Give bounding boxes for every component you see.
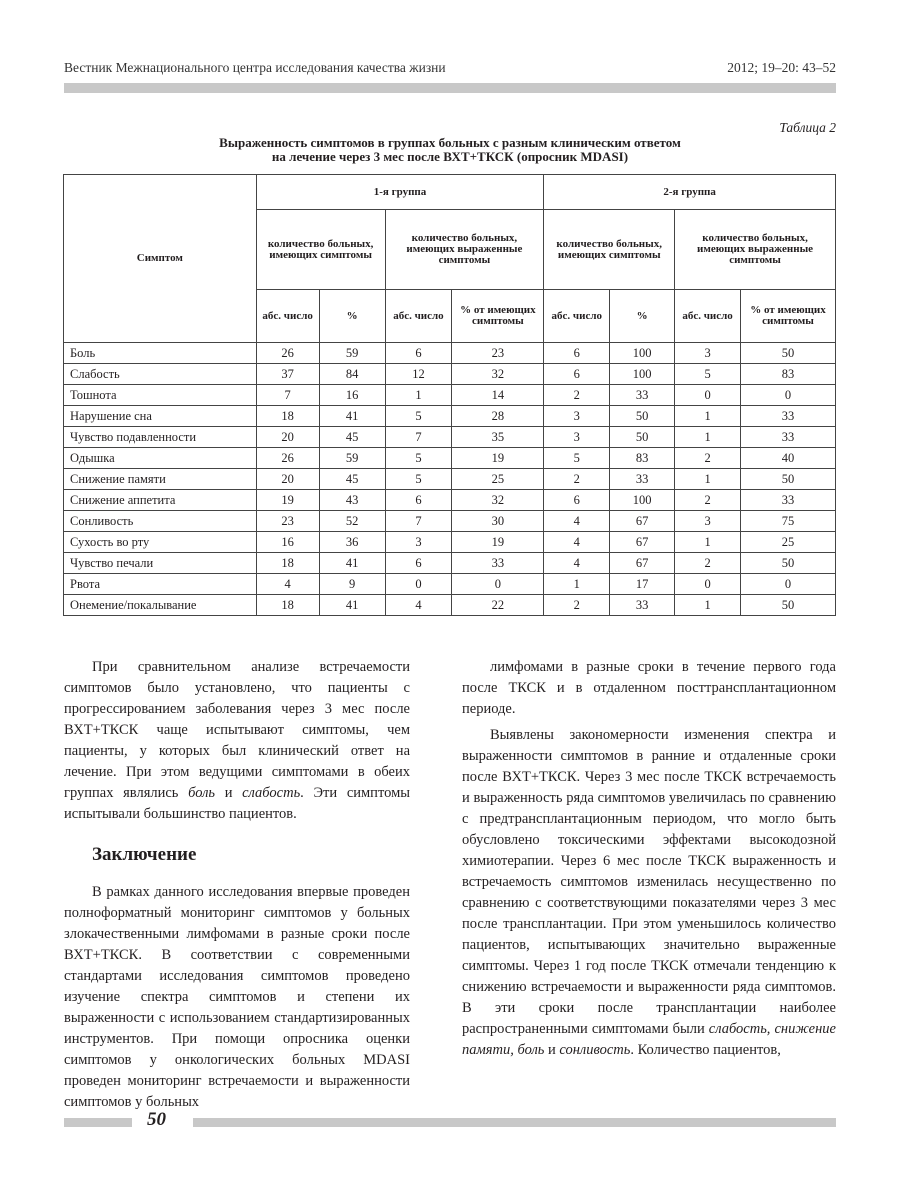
cell: 100 (610, 364, 675, 385)
table-row (64, 364, 836, 385)
g1-severe-header: количество больных, имеющих выраженные симптомы (385, 210, 544, 290)
cell: 1 (544, 574, 610, 595)
cell: 16 (319, 385, 385, 406)
cell: 3 (385, 532, 452, 553)
group1-header: 1-я группа (256, 175, 544, 210)
cell: 33 (452, 553, 544, 574)
cell: 3 (675, 511, 741, 532)
symptom-header: Симптом (64, 175, 257, 343)
cell: 7 (256, 385, 319, 406)
cell: 23 (256, 511, 319, 532)
cell: 1 (675, 406, 741, 427)
paragraph: лимфомами в разные сроки в течение первого года после ТКСК и в отдаленном посттрансплантационном периоде. (462, 659, 836, 717)
journal-name: Вестник Межнационального центра исследования качества жизни (64, 60, 446, 75)
cell: 33 (610, 469, 675, 490)
g1-severe-abs: абс. число (385, 290, 452, 343)
g1-have-header: количество больных, имеющих симптомы (256, 210, 385, 290)
cell: 3 (544, 427, 610, 448)
cell: 50 (741, 343, 836, 364)
cell: 19 (256, 490, 319, 511)
header-rule (64, 83, 836, 93)
cell: 23 (452, 343, 544, 364)
symptom-name: Снижение памяти (64, 469, 257, 490)
cell: 59 (319, 343, 385, 364)
cell: 67 (610, 532, 675, 553)
cell: 6 (544, 343, 610, 364)
group2-header: 2-я группа (544, 175, 836, 210)
g2-severe-abs: абс. число (675, 290, 741, 343)
left-column (64, 657, 410, 1113)
table-row (64, 532, 836, 553)
symptom-name: Боль (64, 343, 257, 364)
table-row (64, 553, 836, 574)
symptom-table (63, 174, 836, 616)
cell: 67 (610, 511, 675, 532)
cell: 83 (741, 364, 836, 385)
cell: 7 (385, 511, 452, 532)
table-row (64, 469, 836, 490)
g1-have-pct: % (319, 290, 385, 343)
cell: 0 (741, 574, 836, 595)
cell: 5 (385, 469, 452, 490)
g2-severe-pct: % от имеющих симптомы (741, 290, 836, 343)
cell: 50 (610, 427, 675, 448)
table-row (64, 574, 836, 595)
cell: 19 (452, 448, 544, 469)
symptom-name: Чувство печали (64, 553, 257, 574)
cell: 2 (675, 553, 741, 574)
cell: 1 (675, 595, 741, 616)
cell: 1 (675, 469, 741, 490)
cell: 32 (452, 490, 544, 511)
cell: 3 (544, 406, 610, 427)
table-row (64, 448, 836, 469)
cell: 4 (544, 511, 610, 532)
cell: 3 (675, 343, 741, 364)
g2-severe-header: количество больных, имеющих выраженные симптомы (675, 210, 836, 290)
cell: 40 (741, 448, 836, 469)
cell: 1 (385, 385, 452, 406)
cell: 75 (741, 511, 836, 532)
cell: 43 (319, 490, 385, 511)
g2-have-abs: абс. число (544, 290, 610, 343)
cell: 20 (256, 427, 319, 448)
symptom-name: Чувство подавленности (64, 427, 257, 448)
cell: 7 (385, 427, 452, 448)
cell: 4 (544, 532, 610, 553)
cell: 14 (452, 385, 544, 406)
cell: 19 (452, 532, 544, 553)
cell: 37 (256, 364, 319, 385)
table-row (64, 406, 836, 427)
cell: 6 (385, 490, 452, 511)
cell: 0 (741, 385, 836, 406)
cell: 33 (610, 385, 675, 406)
cell: 4 (256, 574, 319, 595)
g1-have-abs: абс. число (256, 290, 319, 343)
cell: 1 (675, 427, 741, 448)
cell: 6 (544, 364, 610, 385)
symptom-name: Тошнота (64, 385, 257, 406)
table-title-line2: на лечение через 3 мес после ВХТ+ТКСК (опросник MDASI) (271, 149, 629, 164)
cell: 0 (675, 574, 741, 595)
cell: 18 (256, 406, 319, 427)
cell: 4 (544, 553, 610, 574)
cell: 6 (385, 553, 452, 574)
cell: 4 (385, 595, 452, 616)
table-title-line1: Выраженность симптомов в группах больных с разным клиническим ответом (219, 135, 681, 150)
cell: 6 (385, 343, 452, 364)
cell: 26 (256, 448, 319, 469)
cell: 41 (319, 406, 385, 427)
cell: 25 (741, 532, 836, 553)
cell: 26 (256, 343, 319, 364)
cell: 2 (544, 595, 610, 616)
table-row (64, 511, 836, 532)
cell: 5 (385, 406, 452, 427)
table-row (64, 595, 836, 616)
cell: 16 (256, 532, 319, 553)
paragraph: Выявлены закономерности изменения спектра и выраженности симптомов в ранние и отдаленные сроки после ВХТ+ТКСК. Через 3 мес после ТКСК встречаемость и выраженность ряда симптомов увеличилась по сравнению с предтрансплантационным периодом, что могло быть обусловлено токсическими эффектами высокодозной химиотерапии. Через 6 мес после ТКСК выраженность и встречаемость симптомов изменилась несущественно по сравнению с соответствующими показателями через 3 мес после трансплантации. При этом уменьшилось количество пациентов, испытывающих значительно выраженные симптомы. Через 1 год после ТКСК отмечали тенденцию к снижению встречаемости и выраженности ряда симптомов. В эти сроки после трансплантации наиболее распространенными симптомами были слабость, снижение памяти, боль и сонливость. Количество пациентов, (462, 727, 836, 1058)
symptom-name: Нарушение сна (64, 406, 257, 427)
right-column (462, 657, 836, 1061)
cell: 2 (544, 385, 610, 406)
citation: 2012; 19–20: 43–52 (727, 60, 836, 75)
cell: 33 (610, 595, 675, 616)
cell: 6 (544, 490, 610, 511)
cell: 30 (452, 511, 544, 532)
cell: 35 (452, 427, 544, 448)
g2-have-pct: % (610, 290, 675, 343)
cell: 28 (452, 406, 544, 427)
footer-rule-right (193, 1118, 836, 1127)
cell: 45 (319, 469, 385, 490)
paragraph: В рамках данного исследования впервые проведен полноформатный мониторинг симптомов у больных злокачественными лимфомами в разные сроки после ВХТ+ТКСК. В соответствии с современными стандартами исследования симптомов проведено изучение спектра симптомов и степени их выраженности с использованием стандартизированных инструментов. При помощи опросника оценки симптомов у онкологических больных MDASI проведен мониторинг встречаемости и выраженности симптомов у больных (64, 884, 410, 1110)
table-row (64, 385, 836, 406)
cell: 18 (256, 553, 319, 574)
cell: 52 (319, 511, 385, 532)
cell: 20 (256, 469, 319, 490)
running-header (64, 60, 836, 78)
cell: 18 (256, 595, 319, 616)
cell: 0 (452, 574, 544, 595)
cell: 2 (675, 490, 741, 511)
table-label: Таблица 2 (779, 120, 836, 135)
symptom-name: Снижение аппетита (64, 490, 257, 511)
cell: 100 (610, 343, 675, 364)
cell: 84 (319, 364, 385, 385)
cell: 1 (675, 532, 741, 553)
cell: 5 (675, 364, 741, 385)
paragraph: При сравнительном анализе встречаемости симптомов было установлено, что пациенты с прогрессированием заболевания через 3 мес после ВХТ+ТКСК чаще испытывают симптомы, чем пациенты, у которых был клинический ответ на лечение. При этом ведущими симптомами в обеих группах являлись боль и слабость. Эти симптомы испытывали большинство пациентов. (64, 659, 410, 822)
symptom-name: Слабость (64, 364, 257, 385)
g1-severe-pct: % от имеющих симптомы (452, 290, 544, 343)
cell: 41 (319, 553, 385, 574)
table-row (64, 343, 836, 364)
cell: 50 (741, 553, 836, 574)
cell: 32 (452, 364, 544, 385)
table-row (64, 490, 836, 511)
section-heading: Заключение (92, 844, 197, 865)
table-row (64, 427, 836, 448)
g2-have-header: количество больных, имеющих симптомы (544, 210, 675, 290)
cell: 2 (675, 448, 741, 469)
cell: 59 (319, 448, 385, 469)
cell: 9 (319, 574, 385, 595)
symptom-name: Сонливость (64, 511, 257, 532)
cell: 36 (319, 532, 385, 553)
cell: 2 (544, 469, 610, 490)
cell: 100 (610, 490, 675, 511)
table-title (64, 136, 836, 164)
symptom-name: Одышка (64, 448, 257, 469)
symptom-name: Сухость во рту (64, 532, 257, 553)
cell: 22 (452, 595, 544, 616)
cell: 12 (385, 364, 452, 385)
cell: 50 (741, 469, 836, 490)
cell: 33 (741, 406, 836, 427)
cell: 17 (610, 574, 675, 595)
footer-rule-left (64, 1118, 132, 1127)
cell: 41 (319, 595, 385, 616)
cell: 33 (741, 427, 836, 448)
cell: 0 (675, 385, 741, 406)
symptom-name: Рвота (64, 574, 257, 595)
cell: 5 (385, 448, 452, 469)
cell: 5 (544, 448, 610, 469)
cell: 33 (741, 490, 836, 511)
cell: 45 (319, 427, 385, 448)
symptom-name: Онемение/покалывание (64, 595, 257, 616)
page-number: 50 (147, 1109, 166, 1130)
cell: 83 (610, 448, 675, 469)
cell: 50 (610, 406, 675, 427)
cell: 25 (452, 469, 544, 490)
cell: 0 (385, 574, 452, 595)
cell: 67 (610, 553, 675, 574)
cell: 50 (741, 595, 836, 616)
